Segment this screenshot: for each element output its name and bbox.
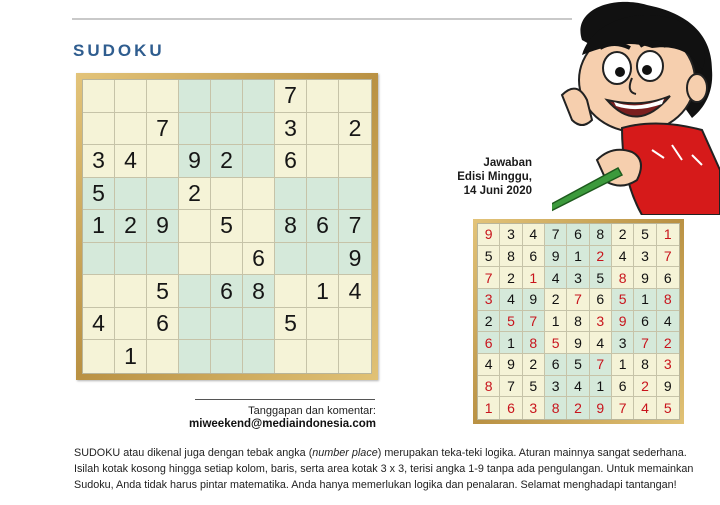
answer-cell: 2 bbox=[634, 376, 656, 398]
intro-paragraph bbox=[74, 445, 694, 493]
puzzle-cell[interactable] bbox=[83, 80, 115, 113]
answer-cell: 6 bbox=[523, 246, 545, 268]
answer-heading-line: Jawaban bbox=[483, 157, 532, 169]
puzzle-cell[interactable] bbox=[339, 340, 371, 373]
answer-cell: 9 bbox=[478, 224, 500, 246]
puzzle-cell[interactable] bbox=[243, 145, 275, 178]
puzzle-cell[interactable] bbox=[339, 178, 371, 211]
answer-cell: 4 bbox=[500, 289, 522, 311]
puzzle-cell[interactable]: 3 bbox=[83, 145, 115, 178]
puzzle-cell[interactable]: 4 bbox=[115, 145, 147, 178]
answer-heading-line: Edisi Minggu, bbox=[457, 171, 532, 183]
answer-cell: 8 bbox=[612, 267, 634, 289]
contact-label: Tanggapan dan komentar: bbox=[248, 405, 376, 417]
answer-cell: 7 bbox=[567, 289, 589, 311]
answer-cell: 1 bbox=[478, 397, 500, 419]
puzzle-cell[interactable]: 5 bbox=[83, 178, 115, 211]
puzzle-cell[interactable] bbox=[307, 308, 339, 341]
puzzle-cell[interactable] bbox=[179, 275, 211, 308]
answer-cell: 4 bbox=[612, 246, 634, 268]
answer-cell: 3 bbox=[545, 376, 567, 398]
puzzle-cell[interactable] bbox=[307, 340, 339, 373]
puzzle-cell[interactable] bbox=[179, 308, 211, 341]
puzzle-cell[interactable]: 2 bbox=[179, 178, 211, 211]
answer-cell: 9 bbox=[545, 246, 567, 268]
answer-cell: 3 bbox=[612, 332, 634, 354]
puzzle-cell[interactable] bbox=[339, 80, 371, 113]
answer-cell: 8 bbox=[500, 246, 522, 268]
answer-cell: 8 bbox=[545, 397, 567, 419]
answer-cell: 7 bbox=[523, 311, 545, 333]
answer-cell: 6 bbox=[545, 354, 567, 376]
puzzle-cell[interactable] bbox=[243, 340, 275, 373]
answer-cell: 9 bbox=[567, 332, 589, 354]
puzzle-cell[interactable] bbox=[243, 210, 275, 243]
answer-cell: 5 bbox=[590, 267, 612, 289]
answer-cell: 7 bbox=[590, 354, 612, 376]
puzzle-cell[interactable] bbox=[339, 145, 371, 178]
answer-cell: 5 bbox=[657, 397, 679, 419]
answer-cell: 8 bbox=[523, 332, 545, 354]
puzzle-cell[interactable]: 9 bbox=[339, 243, 371, 276]
puzzle-cell[interactable] bbox=[275, 340, 307, 373]
puzzle-cell[interactable] bbox=[211, 113, 243, 146]
puzzle-cell[interactable] bbox=[147, 243, 179, 276]
answer-cell: 5 bbox=[545, 332, 567, 354]
puzzle-cell[interactable]: 6 bbox=[307, 210, 339, 243]
contact-divider bbox=[195, 399, 375, 400]
puzzle-cell[interactable]: 3 bbox=[275, 113, 307, 146]
puzzle-cell[interactable] bbox=[275, 243, 307, 276]
answer-cell: 3 bbox=[500, 224, 522, 246]
answer-heading-line: 14 Juni 2020 bbox=[463, 185, 532, 197]
answer-cell: 6 bbox=[478, 332, 500, 354]
answer-cell: 2 bbox=[523, 354, 545, 376]
answer-cell: 5 bbox=[634, 224, 656, 246]
answer-cell: 3 bbox=[590, 311, 612, 333]
answer-cell: 6 bbox=[590, 289, 612, 311]
puzzle-cell[interactable] bbox=[211, 243, 243, 276]
puzzle-cell[interactable]: 4 bbox=[339, 275, 371, 308]
answer-cell: 8 bbox=[657, 289, 679, 311]
answer-cell: 3 bbox=[478, 289, 500, 311]
answer-cell: 7 bbox=[634, 332, 656, 354]
answer-cell: 4 bbox=[478, 354, 500, 376]
sudoku-answer-frame bbox=[473, 219, 684, 424]
puzzle-cell[interactable] bbox=[211, 80, 243, 113]
answer-cell: 7 bbox=[545, 224, 567, 246]
answer-cell: 4 bbox=[545, 267, 567, 289]
puzzle-cell[interactable] bbox=[147, 178, 179, 211]
puzzle-cell[interactable] bbox=[115, 275, 147, 308]
puzzle-cell[interactable]: 6 bbox=[147, 308, 179, 341]
puzzle-cell[interactable] bbox=[211, 308, 243, 341]
answer-cell: 2 bbox=[590, 246, 612, 268]
puzzle-cell[interactable] bbox=[179, 80, 211, 113]
top-rule bbox=[72, 18, 572, 20]
answer-cell: 2 bbox=[478, 311, 500, 333]
answer-cell: 4 bbox=[634, 397, 656, 419]
puzzle-cell[interactable] bbox=[83, 275, 115, 308]
answer-cell: 7 bbox=[500, 376, 522, 398]
answer-cell: 1 bbox=[657, 224, 679, 246]
answer-cell: 1 bbox=[612, 354, 634, 376]
puzzle-cell[interactable] bbox=[243, 308, 275, 341]
puzzle-cell[interactable] bbox=[179, 340, 211, 373]
puzzle-cell[interactable] bbox=[115, 243, 147, 276]
puzzle-cell[interactable]: 8 bbox=[275, 210, 307, 243]
puzzle-cell[interactable] bbox=[115, 308, 147, 341]
answer-cell: 9 bbox=[657, 376, 679, 398]
answer-cell: 3 bbox=[634, 246, 656, 268]
answer-cell: 2 bbox=[567, 397, 589, 419]
answer-cell: 5 bbox=[612, 289, 634, 311]
puzzle-cell[interactable] bbox=[147, 145, 179, 178]
puzzle-cell[interactable]: 5 bbox=[275, 308, 307, 341]
answer-cell: 1 bbox=[523, 267, 545, 289]
page-title: SUDOKU bbox=[73, 41, 165, 60]
answer-cell: 5 bbox=[567, 354, 589, 376]
puzzle-cell[interactable] bbox=[307, 178, 339, 211]
answer-cell: 9 bbox=[500, 354, 522, 376]
answer-cell: 2 bbox=[612, 224, 634, 246]
puzzle-cell[interactable] bbox=[307, 243, 339, 276]
puzzle-cell[interactable]: 6 bbox=[243, 243, 275, 276]
answer-cell: 4 bbox=[567, 376, 589, 398]
answer-cell: 5 bbox=[523, 376, 545, 398]
answer-cell: 2 bbox=[545, 289, 567, 311]
puzzle-cell[interactable]: 1 bbox=[307, 275, 339, 308]
answer-cell: 6 bbox=[500, 397, 522, 419]
puzzle-cell[interactable] bbox=[307, 145, 339, 178]
answer-cell: 7 bbox=[612, 397, 634, 419]
answer-cell: 4 bbox=[657, 311, 679, 333]
puzzle-cell[interactable] bbox=[243, 178, 275, 211]
answer-cell: 3 bbox=[567, 267, 589, 289]
puzzle-cell[interactable] bbox=[339, 308, 371, 341]
answer-cell: 7 bbox=[478, 267, 500, 289]
answer-cell: 8 bbox=[567, 311, 589, 333]
answer-cell: 9 bbox=[523, 289, 545, 311]
answer-cell: 3 bbox=[657, 354, 679, 376]
puzzle-cell[interactable] bbox=[179, 210, 211, 243]
puzzle-cell[interactable]: 2 bbox=[211, 145, 243, 178]
puzzle-cell[interactable]: 6 bbox=[211, 275, 243, 308]
answer-cell: 4 bbox=[523, 224, 545, 246]
intro-text: ) merupakan teka-teki logika. Aturan mainnya sangat sederhana. Isilah kotak kosong hingga setiap kolom, baris, serta area kotak 3 x 3, terisi angka 1-9 tanpa ada pengulangan. Untuk memainkan Sudoku, Anda tidak harus pintar matematika. Anda hanya memerlukan logika dan penalaran. Selamat menghadapi tantangan! bbox=[74, 447, 694, 491]
answer-cell: 1 bbox=[634, 289, 656, 311]
puzzle-cell[interactable] bbox=[115, 113, 147, 146]
answer-cell: 6 bbox=[634, 311, 656, 333]
puzzle-cell[interactable]: 6 bbox=[275, 145, 307, 178]
answer-cell: 6 bbox=[657, 267, 679, 289]
answer-cell: 6 bbox=[567, 224, 589, 246]
puzzle-cell[interactable]: 4 bbox=[83, 308, 115, 341]
puzzle-cell[interactable]: 5 bbox=[211, 210, 243, 243]
answer-cell: 1 bbox=[545, 311, 567, 333]
puzzle-cell[interactable]: 7 bbox=[147, 113, 179, 146]
answer-cell: 1 bbox=[590, 376, 612, 398]
answer-cell: 2 bbox=[657, 332, 679, 354]
answer-cell: 5 bbox=[500, 311, 522, 333]
answer-cell: 9 bbox=[612, 311, 634, 333]
cartoon-boy-with-pencil-icon bbox=[552, 0, 720, 215]
puzzle-cell[interactable] bbox=[211, 340, 243, 373]
puzzle-cell[interactable]: 9 bbox=[147, 210, 179, 243]
answer-cell: 8 bbox=[590, 224, 612, 246]
puzzle-cell[interactable] bbox=[83, 113, 115, 146]
answer-cell: 1 bbox=[567, 246, 589, 268]
puzzle-cell[interactable]: 1 bbox=[83, 210, 115, 243]
puzzle-cell[interactable] bbox=[243, 113, 275, 146]
puzzle-cell[interactable] bbox=[243, 80, 275, 113]
intro-italic-term: number place bbox=[312, 447, 378, 459]
answer-heading bbox=[440, 156, 532, 198]
answer-cell: 1 bbox=[500, 332, 522, 354]
puzzle-cell[interactable] bbox=[179, 113, 211, 146]
answer-cell: 2 bbox=[500, 267, 522, 289]
puzzle-cell[interactable]: 8 bbox=[243, 275, 275, 308]
contact-email[interactable]: miweekend@mediaindonesia.com bbox=[189, 418, 376, 430]
puzzle-cell[interactable] bbox=[83, 340, 115, 373]
puzzle-cell[interactable]: 2 bbox=[339, 113, 371, 146]
puzzle-cell[interactable]: 2 bbox=[115, 210, 147, 243]
puzzle-cell[interactable] bbox=[179, 243, 211, 276]
puzzle-cell[interactable]: 5 bbox=[147, 275, 179, 308]
puzzle-cell[interactable] bbox=[275, 275, 307, 308]
puzzle-cell[interactable] bbox=[307, 80, 339, 113]
sudoku-puzzle-grid bbox=[82, 79, 372, 374]
answer-cell: 9 bbox=[634, 267, 656, 289]
sudoku-puzzle-frame bbox=[76, 73, 378, 380]
answer-cell: 7 bbox=[657, 246, 679, 268]
answer-cell: 8 bbox=[478, 376, 500, 398]
puzzle-cell[interactable] bbox=[115, 80, 147, 113]
puzzle-cell[interactable]: 7 bbox=[339, 210, 371, 243]
puzzle-cell[interactable]: 7 bbox=[275, 80, 307, 113]
answer-cell: 3 bbox=[523, 397, 545, 419]
puzzle-cell[interactable] bbox=[115, 178, 147, 211]
puzzle-cell[interactable]: 9 bbox=[179, 145, 211, 178]
answer-cell: 4 bbox=[590, 332, 612, 354]
sudoku-answer-grid bbox=[477, 223, 680, 420]
intro-text: SUDOKU atau dikenal juga dengan tebak angka ( bbox=[74, 447, 313, 459]
answer-cell: 8 bbox=[634, 354, 656, 376]
puzzle-cell[interactable] bbox=[83, 243, 115, 276]
puzzle-cell[interactable] bbox=[147, 340, 179, 373]
answer-cell: 5 bbox=[478, 246, 500, 268]
puzzle-cell[interactable] bbox=[147, 80, 179, 113]
puzzle-cell[interactable] bbox=[211, 178, 243, 211]
puzzle-cell[interactable] bbox=[307, 113, 339, 146]
puzzle-cell[interactable] bbox=[275, 178, 307, 211]
answer-cell: 6 bbox=[612, 376, 634, 398]
answer-cell: 9 bbox=[590, 397, 612, 419]
puzzle-cell[interactable]: 1 bbox=[115, 340, 147, 373]
